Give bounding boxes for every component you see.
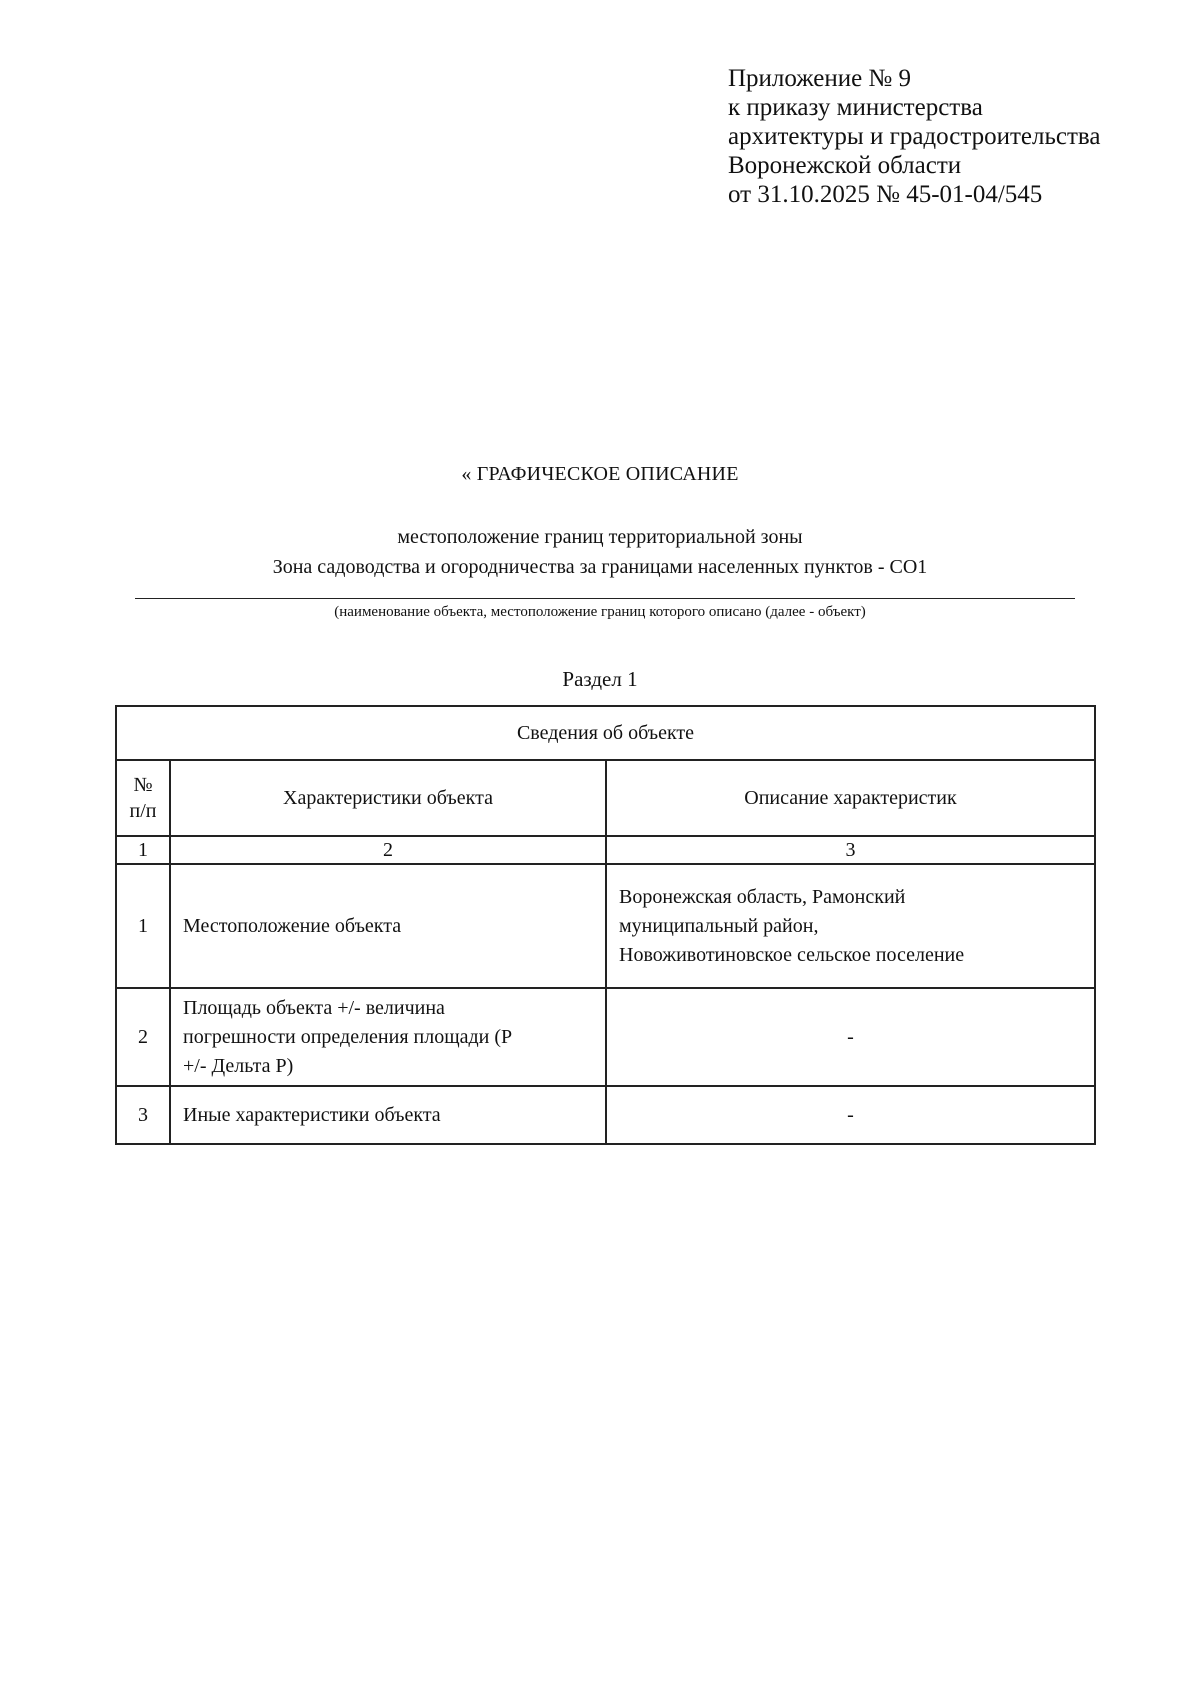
column-index: 3 [606, 836, 1095, 864]
characteristic-line: погрешности определения площади (Р [183, 1025, 513, 1048]
appendix-block [728, 64, 1100, 209]
document-title: « ГРАФИЧЕСКОЕ ОПИСАНИЕ [461, 463, 739, 485]
document-subtitle [0, 522, 1200, 582]
underline-divider [135, 598, 1075, 599]
appendix-line: архитектуры и градостроительства [728, 123, 1101, 150]
appendix-line: к приказу министерства [728, 94, 983, 121]
object-caption: (наименование объекта, местоположение границ которого описано (далее - объект) [334, 604, 866, 620]
table-title: Сведения об объекте [116, 706, 1095, 760]
header-num [116, 760, 170, 836]
column-index: 1 [116, 836, 170, 864]
subtitle-line-1: местоположение границ территориальной зоны [397, 526, 803, 548]
description-line: Новоживотиновское сельское поселение [619, 943, 965, 966]
row-description: - [606, 1086, 1095, 1144]
object-info-table [115, 705, 1096, 1145]
row-num: 1 [116, 864, 170, 988]
table-row [116, 988, 1095, 1086]
table-header-row [116, 760, 1095, 836]
row-description [606, 864, 1095, 988]
column-index: 2 [170, 836, 606, 864]
characteristic-line: Площадь объекта +/- величина [183, 996, 445, 1019]
table-row [116, 1086, 1095, 1144]
appendix-line: Воронежской области [728, 152, 962, 179]
row-characteristic [170, 988, 606, 1086]
row-characteristic: Иные характеристики объекта [170, 1086, 606, 1144]
column-index-row [116, 836, 1095, 864]
row-num: 2 [116, 988, 170, 1086]
header-num-line-1: № [133, 774, 153, 796]
row-description: - [606, 988, 1095, 1086]
table-row [116, 864, 1095, 988]
row-characteristic: Местоположение объекта [170, 864, 606, 988]
header-num-line-2: п/п [129, 800, 157, 822]
header-description: Описание характеристик [606, 760, 1095, 836]
header-characteristics: Характеристики объекта [170, 760, 606, 836]
description-line: Воронежская область, Рамонский [619, 885, 906, 908]
appendix-line: Приложение № 9 [728, 65, 912, 92]
table-title-row [116, 706, 1095, 760]
row-num: 3 [116, 1086, 170, 1144]
section-label: Раздел 1 [562, 667, 638, 691]
subtitle-line-2: Зона садоводства и огородничества за границами населенных пунктов - СО1 [272, 556, 928, 578]
description-line: муниципальный район, [619, 914, 819, 937]
characteristic-line: +/- Дельта Р) [183, 1054, 294, 1077]
appendix-line: от 31.10.2025 № 45-01-04/545 [728, 181, 1043, 208]
